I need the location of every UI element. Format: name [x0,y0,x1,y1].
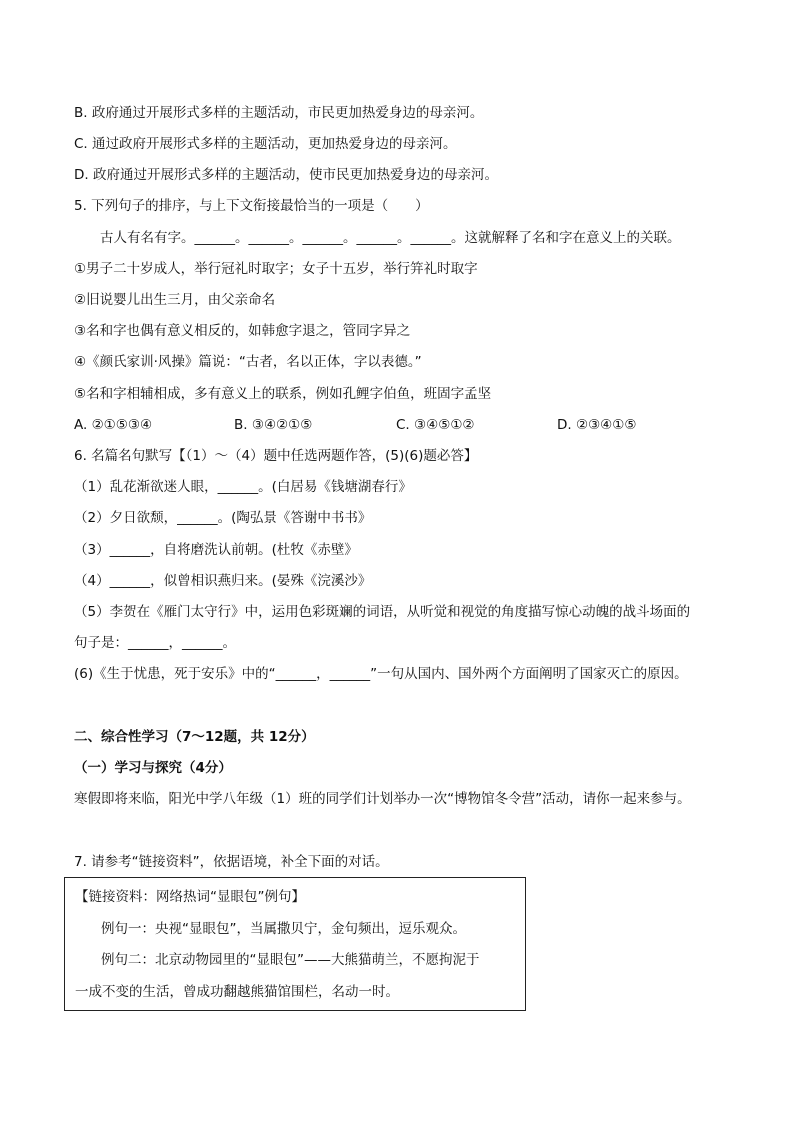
q6-item-5: （5）李贺在《雁门太守行》中，运用色彩斑斓的词语，从听觉和视觉的角度描写惊心动魄的战斗场面的 [74,604,691,620]
section-intro: 寒假即将来临，阳光中学八年级（1）班的同学们计划举办一次“博物馆冬令营”活动，请你一起来参与。 [74,791,691,807]
q6-item-3: （3）______，自将磨洗认前朝。(杜牧《赤壁》 [74,542,358,558]
box-example-1: 例句一：央视“显眼包”，当属撒贝宁，金句频出，逗乐观众。 [101,921,466,937]
q7-stem: 7. 请参考“链接资料”，依据语境，补全下面的对话。 [74,854,389,870]
box-title: 【链接资料：网络热词“显眼包”例句】 [75,889,305,905]
box-example-2: 例句二：北京动物园里的“显眼包”——大熊猫萌兰，不愿拘泥于 [101,952,480,968]
q5-item-3: ③名和字也偶有意义相反的，如韩愈字退之，管同字异之 [74,323,411,339]
q5-item-4: ④《颜氏家训·风操》篇说：“古者，名以正体，字以表德。” [74,354,422,370]
q6-item-2: （2）夕日欲颓，______。(陶弘景《答谢中书书》 [74,510,372,526]
q5-passage: 古人有名有字。______。______。______。______。______。这就解释了名和字在意义上的关联。 [100,230,681,246]
q5-option-d: D. ②③④①⑤ [557,417,637,433]
q5-option-b: B. ③④②①⑤ [234,417,313,433]
q6-item-6: (6)《生于忧患，死于安乐》中的“______，______”一句从国内、国外两个方面阐明了国家灭亡的原因。 [74,666,688,682]
link-material-box [64,877,526,1011]
q5-item-1: ①男子二十岁成人，举行冠礼时取字；女子十五岁，举行笄礼时取字 [74,261,478,277]
q5-option-a: A. ②①⑤③④ [74,417,153,433]
q5-item-2: ②旧说婴儿出生三月，由父亲命名 [74,292,276,308]
box-example-2-cont: 一成不变的生活，曾成功翻越熊猫馆围栏，名动一时。 [75,984,399,1000]
q6-stem: 6. 名篇名句默写【（1）～（4）题中任选两题作答，(5)(6)题必答】 [74,448,478,464]
q4-option-b: B. 政府通过开展形式多样的主题活动，市民更加热爱身边的母亲河。 [74,105,484,121]
section-title: 二、综合性学习（7～12题，共 12分） [74,729,315,745]
q5-option-c: C. ③④⑤①② [396,417,475,433]
q5-item-5: ⑤名和字相辅相成，多有意义上的联系，例如孔鲤字伯鱼，班固字孟坚 [74,386,492,402]
q4-option-c: C. 通过政府开展形式多样的主题活动，更加热爱身边的母亲河。 [74,136,457,152]
q6-item-4: （4）______，似曾相识燕归来。(晏殊《浣溪沙》 [74,573,372,589]
q4-option-d: D. 政府通过开展形式多样的主题活动，使市民更加热爱身边的母亲河。 [74,167,498,183]
section-subtitle: （一）学习与探究（4分） [74,760,232,776]
q5-stem: 5. 下列句子的排序，与上下文衔接最恰当的一项是（ ） [74,198,429,214]
q6-item-1: （1）乱花渐欲迷人眼，______。(白居易《钱塘湖春行》 [74,479,412,495]
q6-item-5-answer: 句子是：______，______。 [74,635,236,651]
